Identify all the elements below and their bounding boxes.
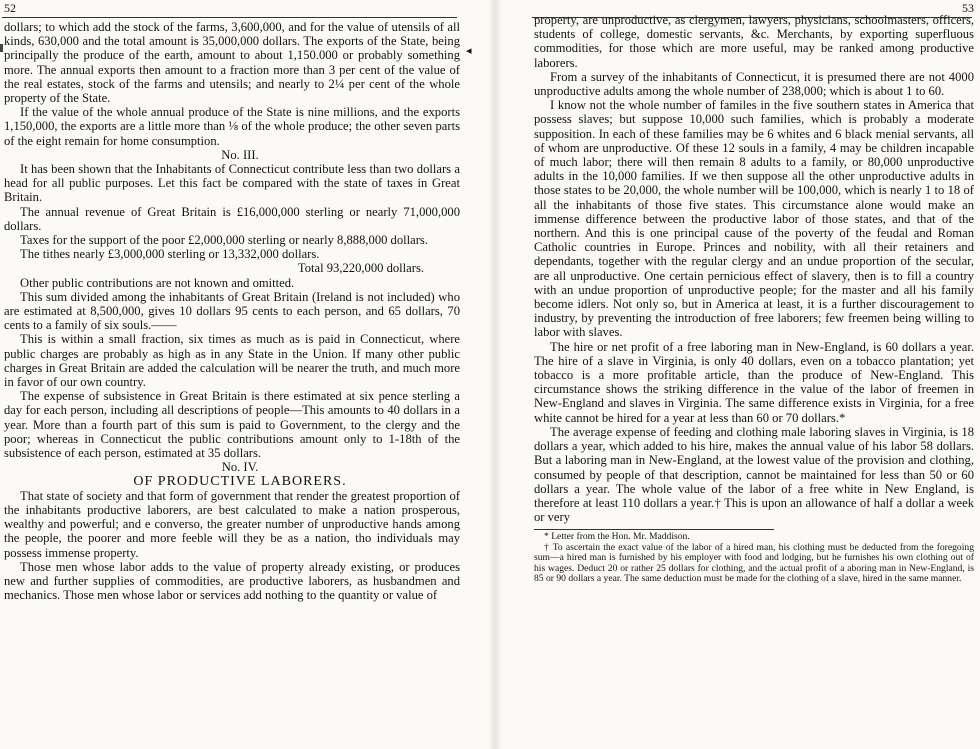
left-page (0, 0, 488, 749)
chapter-title: OF PRODUCTIVE LABORERS. (133, 473, 347, 489)
footnote: † To ascertain the exact value of the labor of a hired man, his clothing must be deducted from the foregoing sum—a hired man is furnished by his employer with food and lodging, but he furnishes his own clothing out of his wages. Deduct 20 or rather 25 dollars for clothing, and the actual profit of a aboring man in New-England, is 85 or 90 dollars a year. The same deduction must be made for the clothing of a slave, hired in the same manner. (534, 541, 974, 585)
paragraph: The hire or net profit of a free laboring man in New-England, is 60 dollars a year. The hire of a slave in Virginia, is only 40 dollars, even on a tobacco plantation; yet tobacco is a more profitable article, than the produce of New-England. This circumstance shows the striking difference in the value of the labor of freemen in New-England and slaves in Virginia. The same difference exists in Virginia, for a free white cannot be hired for a year at less than 60 or 70 dollars.* (534, 339, 974, 425)
paragraph: This is within a small fraction, six times as much as is paid in Connecticut, where public charges are probably as high as in any State in the Union. If many other public charges in Great Britain are added the calculation will be nearer the truth, and much more in favor of our own country. (4, 332, 460, 390)
section-heading: No. IV. (221, 460, 259, 475)
edge-mark (0, 44, 3, 52)
paragraph: Taxes for the support of the poor £2,000,000 sterling or nearly 8,888,000 dollars. (20, 233, 428, 248)
paragraph: The tithes nearly £3,000,000 sterling or 13,332,000 dollars. (20, 247, 320, 262)
paragraph: The annual revenue of Great Britain is £16,000,000 sterling or nearly 71,000,000 dollars. (4, 204, 460, 233)
paragraph: The expense of subsistence in Great Britain is there estimated at six pence sterling a day for each person, including all descriptions of people—This amounts to 40 dollars in a year. More than a fourth part of this sum is paid to Government, to the clergy and the poor; whereas in Connecticut the public contributions amount only to 1-18th of the subsistence of each person, estimated at 35 dollars. (4, 389, 460, 461)
paragraph: Those men whose labor adds to the value of property already existing, or produces new and further supplies of commodities, are productive laborers, as husbandmen and mechanics. Those men whose labor or services add nothing to the quantity or value of (4, 559, 460, 603)
total-line: Total 93,220,000 dollars. (297, 261, 424, 276)
footnotes (534, 532, 974, 585)
paragraph: If the value of the whole annual produce of the State is nine millions, and the exports 1,150,000, the exports are a little more than ⅛ of the whole produce; the other seven parts of the eight remain for home consumption. (4, 105, 460, 148)
right-page-text (534, 13, 974, 585)
paragraph: It has been shown that the Inhabitants of Connecticut contribute less than two dollars a head for all public purposes. Let this fact be compared with the state of taxes in Great Britain. (4, 162, 460, 205)
paragraph: Other public contributions are not known and omitted. (20, 275, 295, 290)
paragraph: property, are unproductive, as clergymen, lawyers, physicians, schoolmasters, officers, students of college, domestic servants, &c. Merchants, by exporting superfluous commodities, for those which are more useful, may be ranked among productive laborers. (534, 13, 974, 70)
paragraph: The average expense of feeding and clothing male laboring slaves in Virginia, is 18 dollars a year, which added to his hire, makes the annual value of his labor 58 dollars. But a laboring man in New-England, at the lowest value of the provision and clothing, consumed by people of that description, cannot be maintained for less than 50 or 60 dollars a year. The whole value of the labor of a free white in New England, is therefore at least 110 dollars a year.† This is upon an allowance of half a dollar a week or very (534, 424, 974, 525)
paragraph: From a survey of the inhabitants of Connecticut, it is presumed there are not 4000 unproductive adults among the whole number of 238,000; which is about 1 to 60. (534, 69, 974, 99)
paragraph: dollars; to which add the stock of the farms, 3,600,000, and for the value of utensils of all kinds, 630,000 and the total amount is 35,000,000 dollars. The exports of the State, being principally the produce of the earth, amount to about 1,150.000 or probably something more. The annual exports then amount to a fraction more than 3 per cent of the value of the real estates, stock of the farms and utensils; and nearly to 2¼ per cent of the whole property of the State. (4, 20, 460, 106)
margin-arrow-icon: ◂ (466, 45, 472, 57)
paragraph: That state of society and that form of government that render the greatest proportion of the inhabitants productive laborers, are best calculated to make a nation prosperous, wealthy and powerful; and e converso, the greater number of unproductive hands among the people, the poorer and more feeble will they be as a nation, tho individuals may possess immense property. (4, 488, 460, 560)
page-number-left: 52 (4, 1, 16, 15)
book-gutter (488, 0, 502, 749)
section-heading: No. III. (221, 147, 259, 162)
footnote-rule (534, 529, 774, 530)
footnote: * Letter from the Hon. Mr. Maddison. (544, 531, 690, 543)
left-page-text (4, 20, 460, 602)
paragraph: I know not the whole number of familes in the five southern states in America that possess slaves; but suppose 10,000 such families, which is probably a moderate supposition. In each of these families may be 6 whites and 6 black menial servants, all of whom are unproductive. Of these 12 souls in a family, 4 may be children incapable of much labor; there will then remain 8 adults to a family, or 80,000 unproductive adults in the 10,000 families. If we then suppose all the other unproductive adults in those states to be 20,000, the whole number will be 100,000, which is nearly 1 to 18 of all the inhabitants of those five states. This circumstance alone would make an immense difference between the productive labor of those states, and that of the northern. And this is one principal cause of the poverty of the feudal and Roman Catholic countries in Europe. Princes and nobility, with all their retainers and dependants, together with the regular clergy and an undue proportion of the secular, are all unproductive. One certain pernicious effect of slavery, then is to fill a country with an undue proportion of unproductive people; for the master and all his family become idlers. Not only so, but in America at least, it is a further discouragement to industry, by preventing the introduction of free laborers; few freemen being willing to labor with slaves. (534, 98, 974, 340)
paragraph: This sum divided among the inhabitants of Great Britain (Ireland is not included) who are estimated at 8,500,000, gives 10 dollars 95 cents to each person, and 65 dollars, 70 cents to a family of six souls.—— (4, 289, 460, 333)
right-page (502, 0, 980, 749)
page-number-right: 53 (962, 1, 974, 15)
header-rule-left (2, 17, 457, 18)
